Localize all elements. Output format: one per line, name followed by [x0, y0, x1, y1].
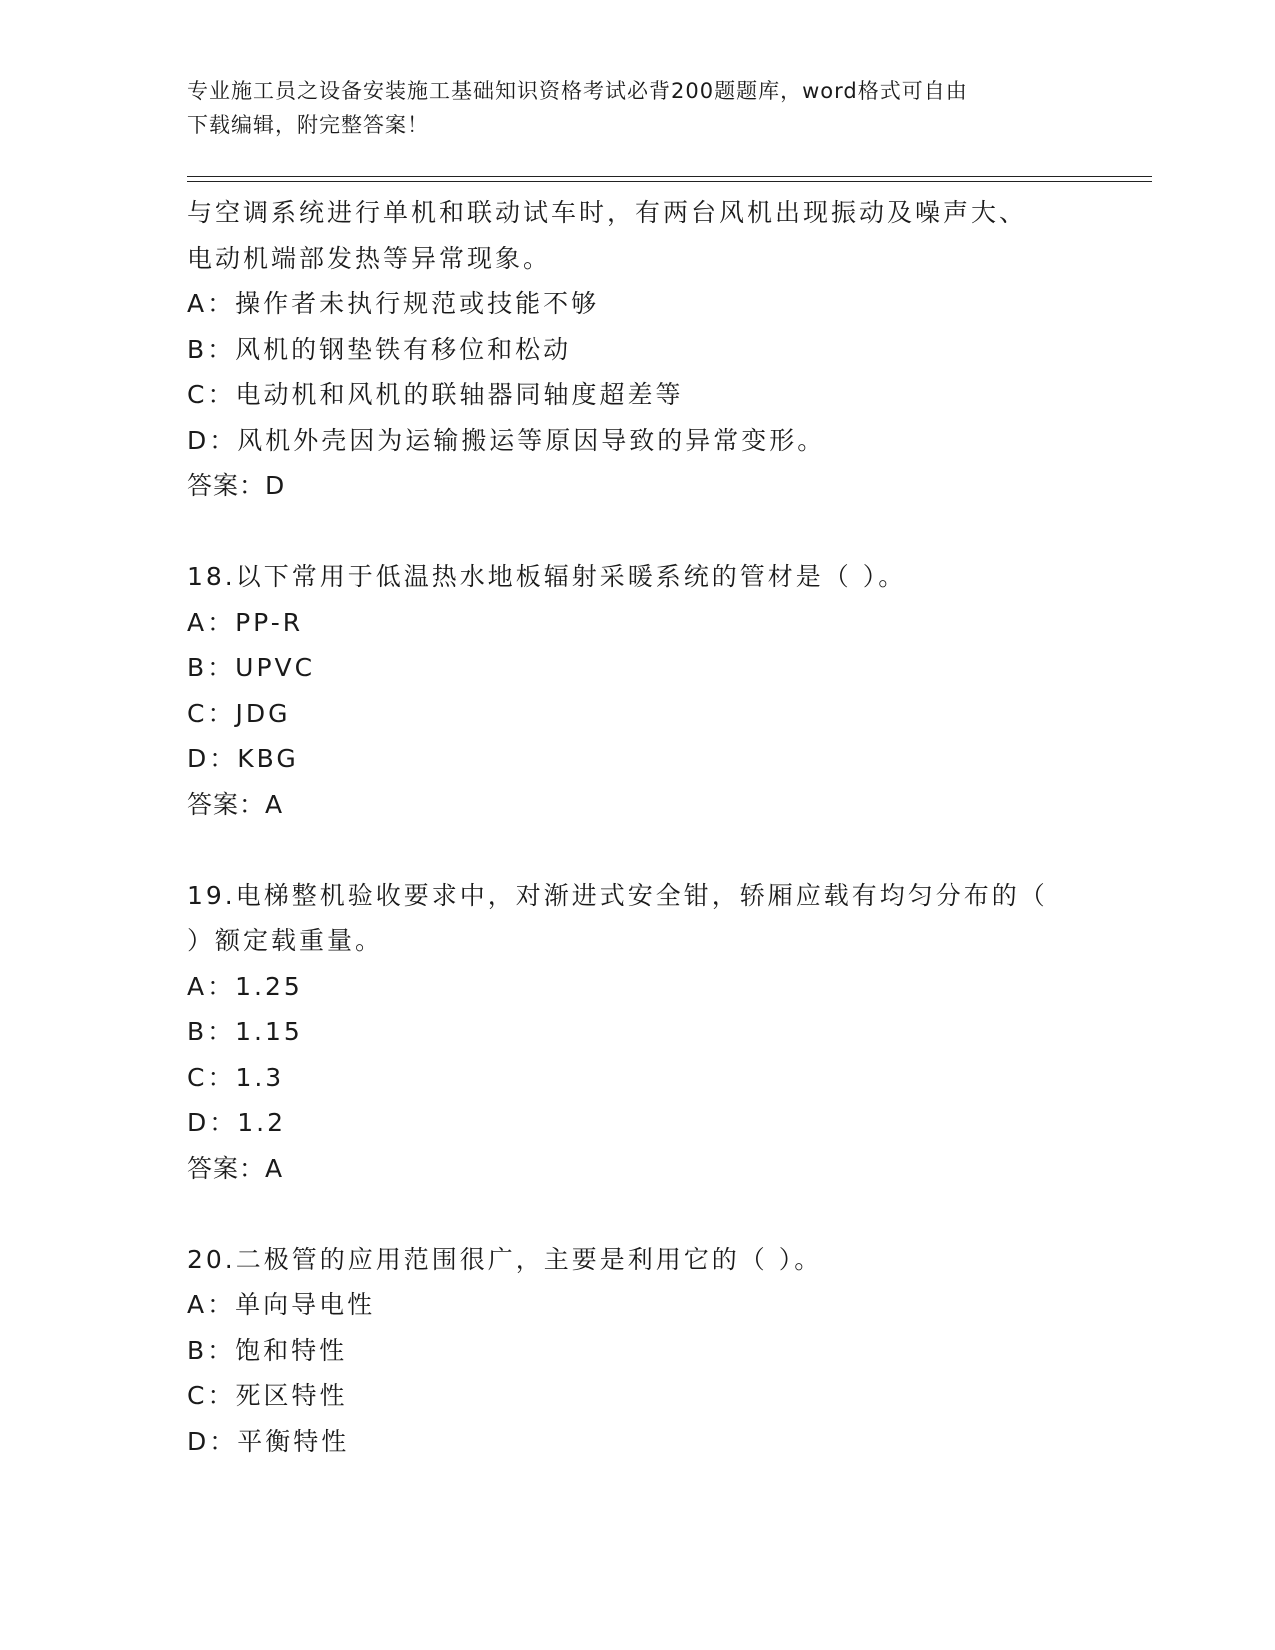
question-17	[187, 190, 1152, 509]
option-d: D：1.2	[187, 1108, 287, 1137]
question-stem: 19.电梯整机验收要求中，对渐进式安全钳，轿厢应载有均匀分布的（	[187, 880, 1048, 910]
spacer	[187, 1191, 1152, 1237]
question-20	[187, 1237, 1152, 1465]
option-a: A：操作者未执行规范或技能不够	[187, 289, 600, 318]
option-b: B：饱和特性	[187, 1335, 348, 1365]
question-stem: 电动机端部发热等异常现象。	[187, 243, 552, 273]
option-c: C：1.3	[187, 1062, 285, 1092]
spacer	[187, 509, 1152, 555]
option-d: D：KBG	[187, 744, 299, 773]
option-b: B：1.15	[187, 1017, 303, 1046]
question-stem: 20.二极管的应用范围很广，主要是利用它的（ ）。	[187, 1244, 823, 1274]
option-d: D：风机外壳因为运输搬运等原因导致的异常变形。	[187, 425, 826, 455]
document-header	[187, 74, 1067, 142]
question-stem: 与空调系统进行单机和联动试车时，有两台风机出现振动及噪声大、	[187, 198, 1028, 227]
header-line-1: 专业施工员之设备安装施工基础知识资格考试必背200题题库，word格式可自由	[187, 79, 968, 103]
option-c: C：电动机和风机的联轴器同轴度超差等	[187, 380, 684, 409]
question-stem: ）额定载重量。	[187, 926, 384, 955]
answer: 答案：A	[187, 1153, 284, 1183]
option-d: D：平衡特性	[187, 1426, 350, 1456]
option-b: B：UPVC	[187, 653, 316, 682]
option-a: A：PP-R	[187, 607, 304, 637]
header-rule-bottom	[187, 181, 1152, 182]
option-a: A：单向导电性	[187, 1290, 376, 1319]
answer: 答案：D	[187, 471, 286, 500]
option-c: C：死区特性	[187, 1381, 348, 1410]
question-18	[187, 554, 1152, 827]
option-b: B：风机的钢垫铁有移位和松动	[187, 334, 572, 364]
question-19	[187, 873, 1152, 1192]
question-list	[187, 190, 1152, 1464]
question-stem: 18.以下常用于低温热水地板辐射采暖系统的管材是（ ）。	[187, 562, 907, 591]
header-rule-top	[187, 176, 1152, 177]
answer: 答案：A	[187, 789, 284, 819]
option-a: A：1.25	[187, 971, 303, 1001]
header-line-2: 下载编辑，附完整答案！	[187, 113, 429, 137]
option-c: C：JDG	[187, 698, 291, 728]
spacer	[187, 827, 1152, 873]
